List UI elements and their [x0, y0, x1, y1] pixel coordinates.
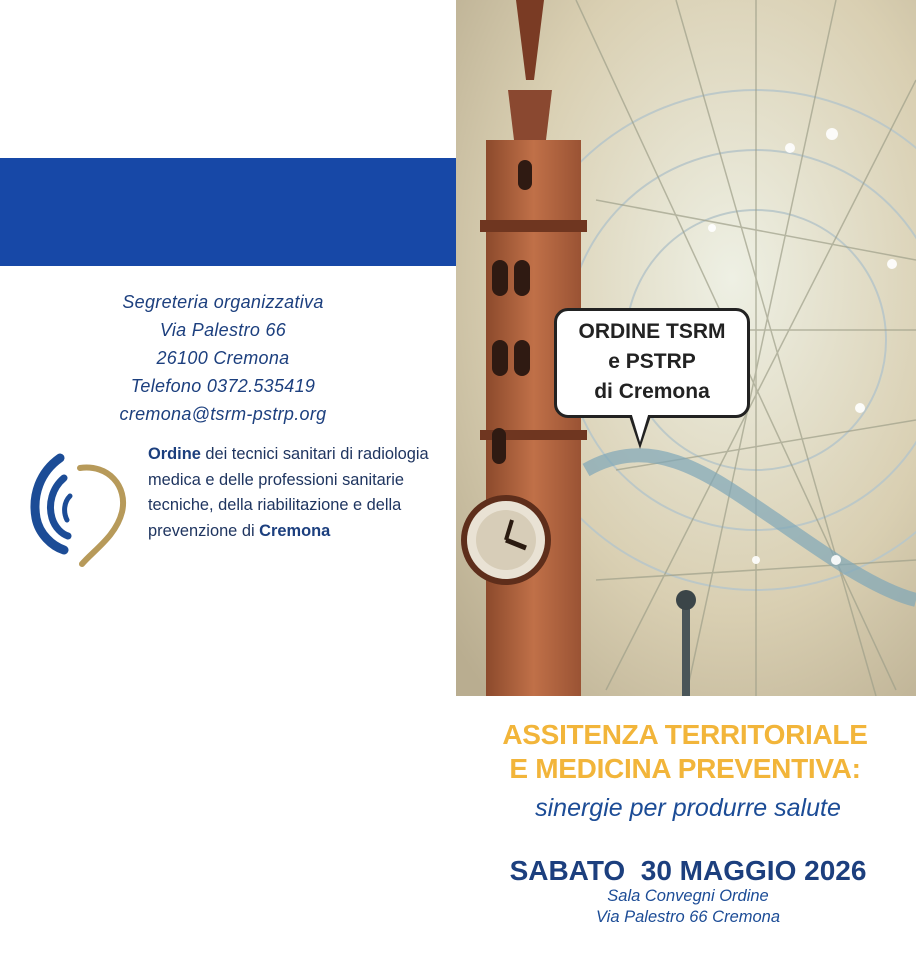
organizing-secretariat-contact — [70, 288, 376, 428]
contact-line-city: 26100 Cremona — [156, 348, 290, 368]
speech-bubble-line-2: e PSTRP — [608, 350, 696, 373]
event-title — [470, 718, 900, 786]
order-description — [148, 442, 438, 545]
order-logo-icon — [30, 450, 130, 570]
event-title-line-1: ASSITENZA TERRITORIALE — [502, 719, 868, 750]
order-description-body: dei tecnici sanitari di radiologia medica e delle professioni sanitarie tecniche, della riabilitazione e della prevenzione di — [148, 445, 429, 541]
contact-line-email[interactable]: cremona@tsrm-pstrp.org — [119, 404, 327, 424]
contact-line-phone: Telefono 0372.535419 — [130, 376, 316, 396]
event-subtitle: sinergie per produrre salute — [535, 794, 841, 822]
speech-bubble-line-1: ORDINE TSRM — [578, 320, 726, 343]
event-venue-address: Via Palestro 66 Cremona — [595, 908, 781, 926]
contact-line-title: Segreteria organizzativa — [122, 292, 324, 312]
order-description-bold-end: Cremona — [259, 522, 331, 541]
event-venue-room: Sala Convegni Ordine — [607, 887, 769, 905]
event-date: SABATO 30 MAGGIO 2026 — [509, 855, 867, 886]
order-description-bold-start: Ordine — [148, 445, 201, 463]
event-venue — [470, 886, 906, 928]
event-title-line-2: E MEDICINA PREVENTIVA: — [509, 753, 861, 784]
speech-bubble-tail-fill — [631, 412, 649, 442]
contact-line-address: Via Palestro 66 — [159, 320, 287, 340]
speech-bubble-line-3: di Cremona — [594, 380, 710, 403]
header-blue-band — [0, 158, 456, 266]
speech-bubble — [554, 308, 750, 418]
